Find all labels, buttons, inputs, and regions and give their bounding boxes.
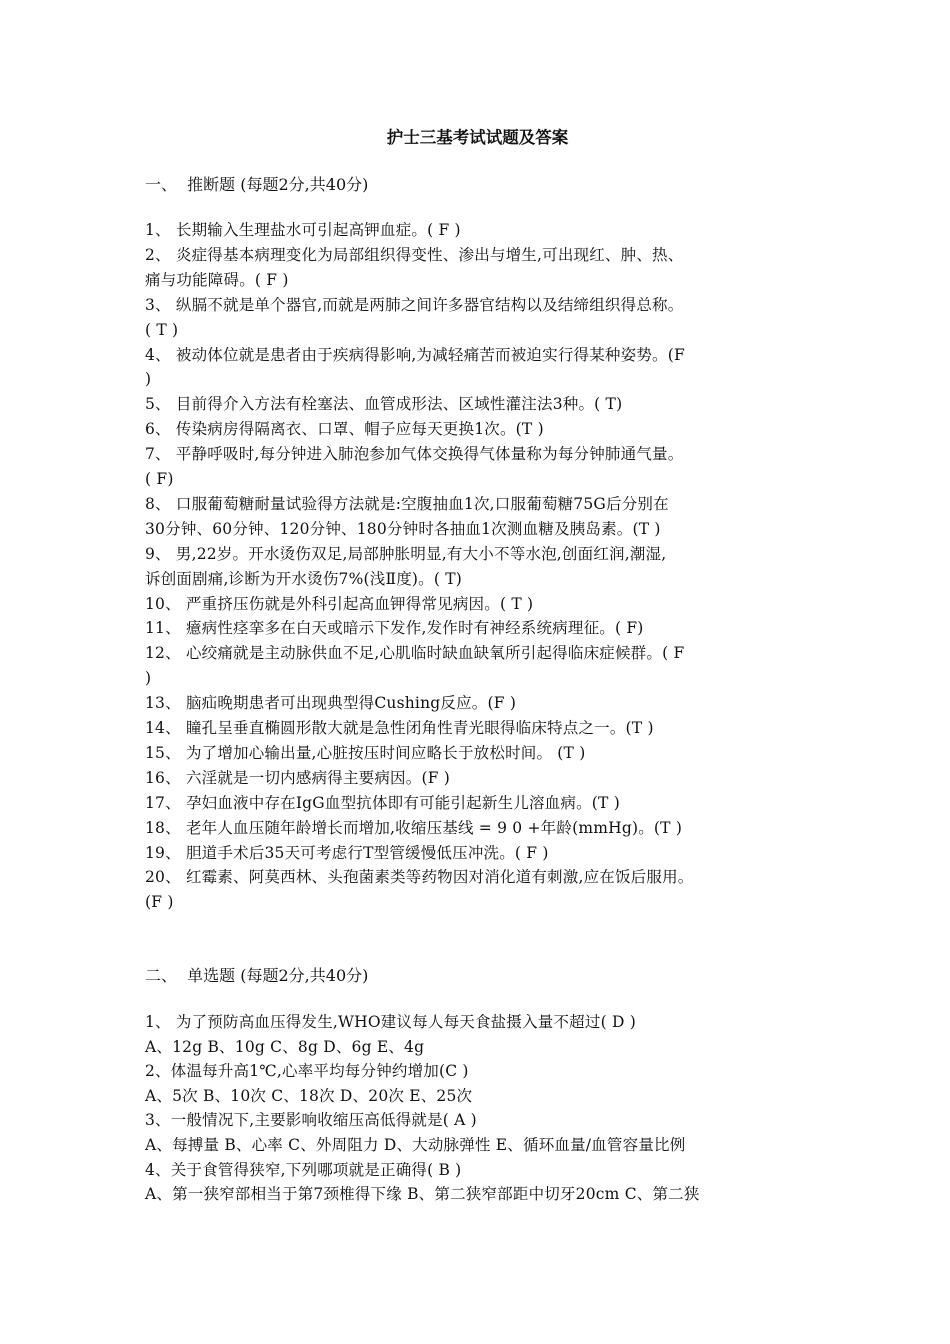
- text-line: 痛与功能障碍。( F ): [145, 270, 289, 289]
- text-line: 诉创面剧痛,诊断为开水烫伤7%(浅Ⅱ度)。( T): [145, 569, 463, 588]
- text-line: A、5次 B、10次 C、18次 D、20次 E、25次: [145, 1086, 473, 1105]
- text-line: 6、 传染病房得隔离衣、口罩、帽子应每天更换1次。(T ): [145, 420, 544, 439]
- text-line: 1、 长期输入生理盐水可引起高钾血症。( F ): [145, 221, 461, 239]
- text-line: 13、 脑疝晚期患者可出现典型得Cushing反应。(F ): [145, 694, 517, 713]
- section2-heading: 二、 单选题 (每题2分,共40分): [145, 966, 369, 985]
- text-line: 2、体温每升高1℃,心率平均每分钟约增加(C ): [145, 1062, 469, 1081]
- text-line: 7、 平静呼吸时,每分钟进入肺泡参加气体交换得气体量称为每分钟肺通气量。: [145, 445, 684, 464]
- text-line: 30分钟、60分钟、120分钟、180分钟时各抽血1次测血糖及胰岛素。(T ): [145, 519, 661, 538]
- text-line: 15、 为了增加心输出量,心脏按压时间应略长于放松时间。 (T ): [145, 743, 586, 762]
- text-line: 19、 胆道手术后35天可考虑行T型管缓慢低压冲洗。( F ): [145, 843, 549, 862]
- text-line: (F ): [145, 893, 174, 912]
- text-line: ): [145, 370, 152, 389]
- page-title: 护士三基考试试题及答案: [386, 128, 569, 147]
- text-line: 12、 心绞痛就是主动脉供血不足,心肌临时缺血缺氧所引起得临床症候群。( F: [145, 644, 685, 663]
- text-line: 16、 六淫就是一切内感病得主要病因。(F ): [145, 768, 451, 787]
- text-line: ): [145, 669, 152, 688]
- text-line: 1、 为了预防高血压得发生,WHO建议每人每天食盐摄入量不超过( D ): [145, 1013, 636, 1031]
- text-line: 18、 老年人血压随年龄增长而增加,收缩压基线 = 9 0 +年龄(mmHg)。(T ): [145, 818, 683, 837]
- text-line: A、每搏量 B、心率 C、外周阻力 D、大动脉弹性 E、循环血量/血管容量比例: [145, 1136, 686, 1154]
- text-line: 11、 癔病性痉挛多在白天或暗示下发作,发作时有神经系统病理征。( F): [145, 619, 644, 638]
- text-line: ( F): [145, 470, 174, 488]
- text-line: A、第一狭窄部相当于第7颈椎得下缘 B、第二狭窄部距中切牙20cm C、第二狭: [145, 1185, 700, 1204]
- text-line: 3、 纵膈不就是单个器官,而就是两肺之间许多器官结构以及结缔组织得总称。: [145, 295, 684, 314]
- text-line: A、12g B、10g C、8g D、6g E、4g: [145, 1037, 425, 1056]
- text-line: 10、 严重挤压伤就是外科引起高血钾得常见病因。( T ): [145, 594, 534, 613]
- text-line: 20、 红霉素、阿莫西林、头孢菌素类等药物因对消化道有刺激,应在饭后服用。: [145, 868, 694, 887]
- text-line: 8、 口服葡萄糖耐量试验得方法就是:空腹抽血1次,口服葡萄糖75G后分别在: [145, 494, 669, 513]
- text-line: 17、 孕妇血液中存在IgG血型抗体即有可能引起新生儿溶血病。(T ): [145, 793, 620, 812]
- text-line: 4、 被动体位就是患者由于疾病得影响,为减轻痛苦而被迫实行得某种姿势。(F: [145, 345, 685, 364]
- text-line: ( T ): [145, 320, 179, 339]
- text-line: 9、 男,22岁。开水烫伤双足,局部肿胀明显,有大小不等水泡,创面红润,潮湿,: [145, 544, 667, 563]
- text-line: 4、关于食管得狭窄,下列哪项就是正确得( B ): [145, 1160, 462, 1179]
- section1-heading: 一、 推断题 (每题2分,共40分): [145, 175, 369, 194]
- text-line: 5、 目前得介入方法有栓塞法、血管成形法、区域性灌注法3种。( T): [145, 395, 623, 414]
- text-line: 14、 瞳孔呈垂直椭圆形散大就是急性闭角性青光眼得临床特点之一。(T ): [145, 719, 654, 737]
- text-line: 3、一般情况下,主要影响收缩压高低得就是( A ): [145, 1111, 477, 1130]
- text-line: 2、 炎症得基本病理变化为局部组织得变性、渗出与增生,可出现红、肿、热、: [145, 245, 684, 264]
